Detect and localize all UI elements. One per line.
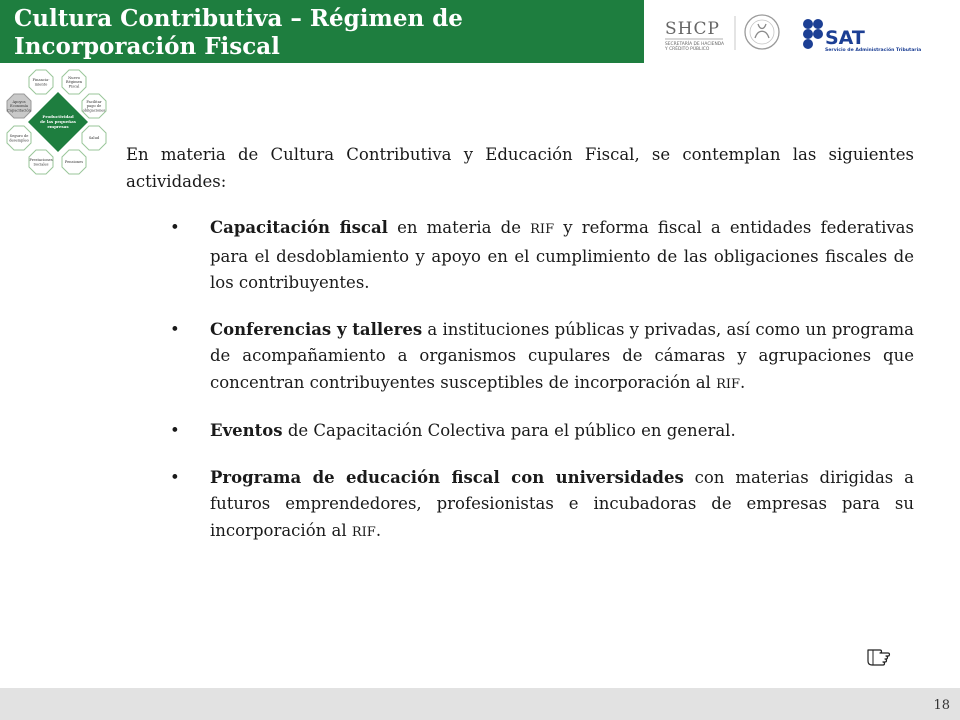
shcp-subtitle-line-2: Y CRÉDITO PÚBLICO xyxy=(665,47,710,52)
diagram-node-label: miento xyxy=(34,82,48,87)
productivity-diagram xyxy=(2,66,120,178)
diagram-center-text: empresas xyxy=(47,124,69,129)
sat-subtitle: Servicio de Administración Tributaria xyxy=(825,48,922,53)
activity-text-end: . xyxy=(740,372,746,392)
rif-abbr: RIF xyxy=(716,376,741,392)
activity-item-2 xyxy=(126,317,914,399)
bullet-icon: • xyxy=(170,467,180,487)
sat-logo-text: SAT xyxy=(825,27,865,49)
activity-text-end: . xyxy=(375,520,382,540)
activity-text: en materia de xyxy=(387,218,531,237)
activity-item-1 xyxy=(126,215,914,297)
pointing-hand-icon[interactable] xyxy=(866,646,892,668)
diagram-node-label: Apoyos xyxy=(12,99,26,104)
activities-list xyxy=(126,215,914,546)
diagram-node-label: Financia- xyxy=(32,78,50,82)
diagram-node-label: Régimen xyxy=(65,80,83,85)
activity-text-end: y reforma fiscal a entidades federativas para el desdoblamiento y apoyo en el cumplimiento de las obligaciones fiscales de los contribuyentes. xyxy=(210,218,914,292)
slide-body xyxy=(126,142,914,566)
diagram-node-label: desempleo xyxy=(9,138,29,143)
activity-title: Programa de educación fiscal con universidades xyxy=(210,467,684,487)
shcp-logo-text: SHCP xyxy=(665,19,720,39)
activity-title: Eventos xyxy=(210,421,283,440)
slide-title xyxy=(14,5,634,61)
coat-of-arms-icon xyxy=(745,15,779,49)
shcp-subtitle-line-1: SECRETARÍA DE HACIENDA xyxy=(665,42,725,47)
diagram-node-label: pago de xyxy=(86,104,102,109)
bullet-icon: • xyxy=(170,218,180,237)
government-logos xyxy=(655,10,955,56)
activity-text: a instituciones públicas y privadas, así como un programa de acompañamiento a organismos cupulares de cámaras y agrupaciones que concentran contribuyentes susceptibles de incorporación al xyxy=(210,319,914,392)
activity-item-4 xyxy=(126,465,914,547)
diagram-node-label: Sociales xyxy=(33,162,49,167)
diagram-node-label: Nuevo xyxy=(68,75,80,80)
activity-text: de Capacitación Colectiva para el público en general. xyxy=(282,421,736,440)
activity-text: con materias dirigidas a futuros emprendedores, profesionistas e incubadoras de empresas para su incorporación al xyxy=(210,467,914,540)
sat-logo-icon xyxy=(803,19,823,49)
activity-title: Capacitación fiscal xyxy=(210,218,388,237)
footer-bar xyxy=(0,688,960,720)
diagram-node-label: Economía xyxy=(10,104,28,109)
diagram-node-label: Prestaciones xyxy=(29,158,53,162)
rif-abbr: RIF xyxy=(351,524,376,540)
diagram-center-text: de las pequeñas xyxy=(40,119,76,124)
title-line-1: Cultura Contributiva – Régimen de xyxy=(14,5,463,32)
diagram-node-label: Pensiones xyxy=(64,160,84,165)
page-number: 18 xyxy=(933,698,950,713)
diagram-node-label: Seguro de xyxy=(9,134,29,138)
diagram-node-label: Salud xyxy=(88,136,100,141)
diagram-node-label: Fiscal xyxy=(68,84,80,89)
intro-paragraph: En materia de Cultura Contributiva y Educación Fiscal, se contemplan las siguientes actividades: xyxy=(126,145,914,191)
diagram-center-text: Productividad xyxy=(42,114,74,119)
activity-title: Conferencias y talleres xyxy=(210,319,423,339)
diagram-node-label: Capacitación xyxy=(7,108,31,113)
diagram-node-label: Facilitar xyxy=(86,99,102,104)
title-bar xyxy=(0,0,644,63)
diagram-node-label: obligaciones xyxy=(82,108,106,113)
rif-abbr: RIF xyxy=(530,222,555,237)
activity-item-3 xyxy=(126,418,914,445)
title-line-2: Incorporación Fiscal xyxy=(14,33,280,60)
bullet-icon: • xyxy=(170,319,180,339)
bullet-icon: • xyxy=(170,421,180,440)
